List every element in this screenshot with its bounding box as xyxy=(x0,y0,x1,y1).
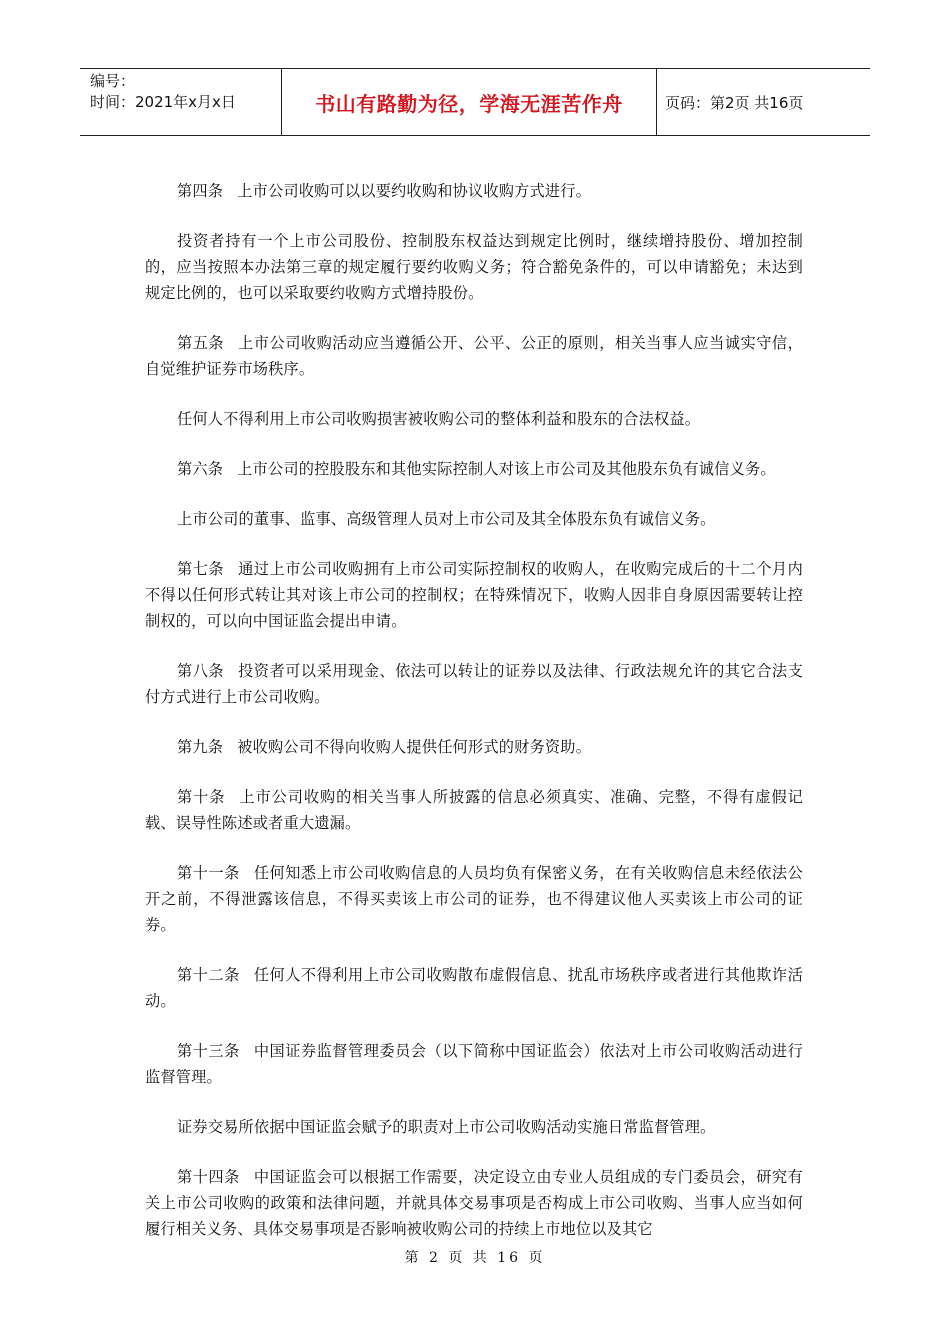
article-text: 投资者持有一个上市公司股份、控制股东权益达到规定比例时，继续增持股份、增加控制的，应当按照本办法第三章的规定履行要约收购义务；符合豁免条件的，可以申请豁免；未达到规定比例的，也可以采取要约收购方式增持股份。 xyxy=(145,232,803,302)
page-header xyxy=(80,68,870,136)
article-text: 任何知悉上市公司收购信息的人员均负有保密义务，在有关收购信息未经依法公开之前，不得泄露该信息，不得买卖该上市公司的证券，也不得建议他人买卖该上市公司的证券。 xyxy=(145,864,803,934)
article-text: 上市公司收购活动应当遵循公开、公平、公正的原则，相关当事人应当诚实守信，自觉维护证券市场秩序。 xyxy=(145,334,803,378)
article-paragraph xyxy=(145,556,803,634)
header-meta xyxy=(80,69,282,135)
article-text: 通过上市公司收购拥有上市公司实际控制权的收购人，在收购完成后的十二个月内不得以任何形式转让其对该上市公司的控制权；在特殊情况下，收购人因非自身原因需要转让控制权的，可以向中国证监会提出申请。 xyxy=(145,560,803,630)
article-paragraph xyxy=(145,962,803,1014)
article-number: 第九条 xyxy=(177,738,224,756)
article-paragraph xyxy=(145,1038,803,1090)
article-text: 中国证监会可以根据工作需要，决定设立由专业人员组成的专门委员会，研究有关上市公司收购的政策和法律问题，并就具体交易事项是否构成上市公司收购、当事人应当如何履行相关义务、具体交易事项是否影响被收购公司的持续上市地位以及其它 xyxy=(145,1168,803,1238)
article-number: 第十一条 xyxy=(177,864,240,882)
article-number: 第六条 xyxy=(177,460,224,478)
article-number: 第八条 xyxy=(177,662,225,680)
article-number: 第十二条 xyxy=(177,966,240,984)
document-time-label: 时间：2021年x月x日 xyxy=(90,93,236,111)
article-text: 上市公司的董事、监事、高级管理人员对上市公司及其全体股东负有诚信义务。 xyxy=(177,510,716,528)
article-paragraph xyxy=(145,784,803,836)
article-paragraph xyxy=(145,406,803,432)
article-number: 第五条 xyxy=(177,334,225,352)
article-paragraph xyxy=(145,658,803,710)
article-number: 第十三条 xyxy=(177,1042,240,1060)
article-text: 证券交易所依据中国证监会赋予的职责对上市公司收购活动实施日常监督管理。 xyxy=(177,1118,716,1136)
article-paragraph xyxy=(145,1164,803,1242)
article-text: 任何人不得利用上市公司收购散布虚假信息、扰乱市场秩序或者进行其他欺诈活动。 xyxy=(145,966,803,1010)
article-text: 上市公司的控股股东和其他实际控制人对该上市公司及其他股东负有诚信义务。 xyxy=(237,460,776,478)
article-text: 上市公司收购的相关当事人所披露的信息必须真实、准确、完整，不得有虚假记载、误导性陈述或者重大遗漏。 xyxy=(145,788,803,832)
article-text: 投资者可以采用现金、依法可以转让的证券以及法律、行政法规允许的其它合法支付方式进行上市公司收购。 xyxy=(145,662,803,706)
article-paragraph xyxy=(145,178,803,204)
article-text: 被收购公司不得向收购人提供任何形式的财务资助。 xyxy=(237,738,592,756)
header-motto: 书山有路勤为径，学海无涯苦作舟 xyxy=(282,69,657,135)
article-text: 上市公司收购可以以要约收购和协议收购方式进行。 xyxy=(237,182,592,200)
article-paragraph xyxy=(145,860,803,938)
page-footer: 第 2 页 共 16 页 xyxy=(404,1250,546,1266)
article-text: 任何人不得利用上市公司收购损害被收购公司的整体利益和股东的合法权益。 xyxy=(177,410,701,428)
article-paragraph xyxy=(145,456,803,482)
article-paragraph xyxy=(145,1114,803,1140)
article-text: 中国证券监督管理委员会（以下简称中国证监会）依法对上市公司收购活动进行监督管理。 xyxy=(145,1042,803,1086)
document-number-label: 编号： xyxy=(90,72,136,90)
article-paragraph xyxy=(145,228,803,306)
article-number: 第七条 xyxy=(177,560,225,578)
article-paragraph xyxy=(145,506,803,532)
article-number: 第十条 xyxy=(177,788,226,806)
article-paragraph xyxy=(145,330,803,382)
header-page-info: 页码：第2页 共16页 xyxy=(665,93,804,112)
article-paragraph xyxy=(145,734,803,760)
article-number: 第十四条 xyxy=(177,1168,240,1186)
article-number: 第四条 xyxy=(177,182,224,200)
document-body xyxy=(145,178,803,1266)
